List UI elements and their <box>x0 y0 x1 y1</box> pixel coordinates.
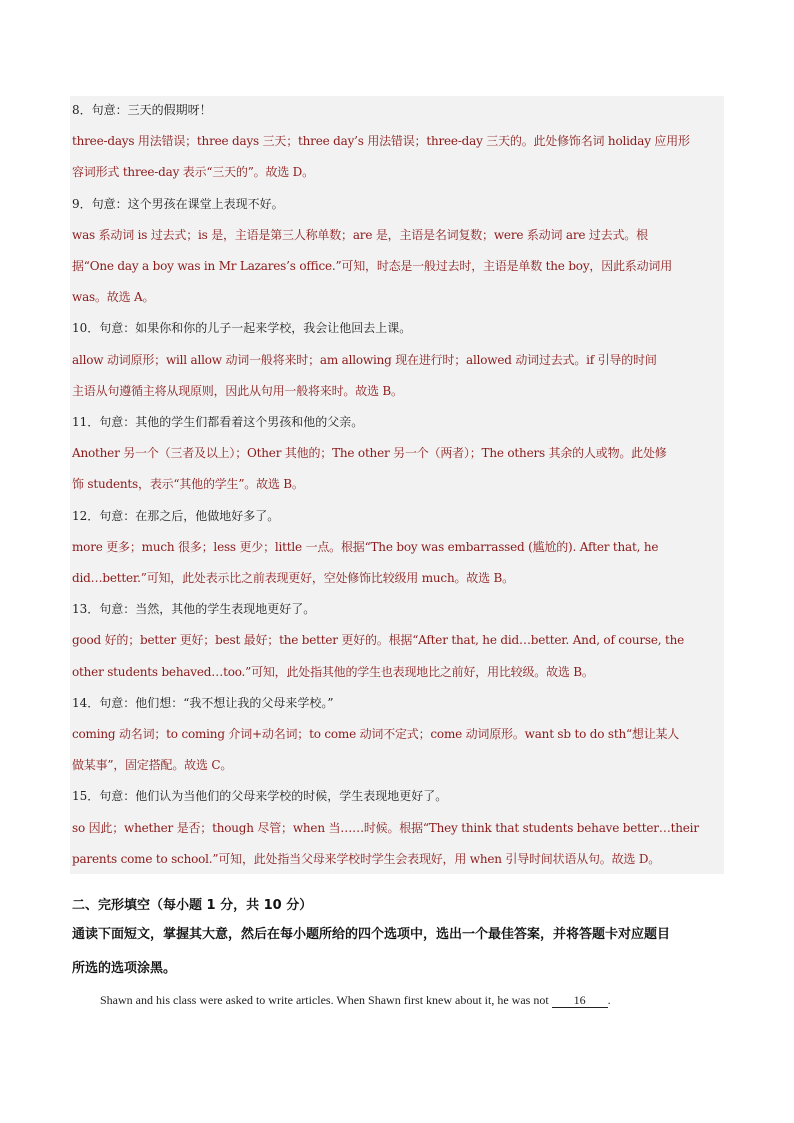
question-15-meaning: 15．句意：他们认为当他们的父母来学校的时候，学生表现地更好了。 <box>72 789 448 804</box>
question-12-explanation-line: did…better.”可知，此处表示比之前表现更好，空处修饰比较级用 much。故选 B。 <box>72 571 514 585</box>
question-8-explanation-line: 容词形式 three-day 表示“三天的”。故选 D。 <box>72 165 314 180</box>
question-11-explanation-line: Another 另一个（三者及以上）；Other 其他的；The other 另一个（两者）；The others 其余的人或物。此处修 <box>72 446 667 461</box>
question-9-explanation-line: was 系动词 is 过去式；is 是，主语是第三人称单数；are 是，主语是名词复数；were 系动词 are 过去式。根 <box>72 227 648 242</box>
passage-end: . <box>607 993 611 1007</box>
question-15-explanation-line: so 因此；whether 是否；though 尽管；when 当……时候。根据“They think that students behave better…their <box>72 820 699 835</box>
section-instruction-line-2: 所选的选项涂黑。 <box>72 961 177 976</box>
question-14-explanation-line: 做某事”，固定搭配。故选 C。 <box>72 758 233 773</box>
passage-text: Shawn and his class were asked to write articles. When Shawn first knew about it, he was not <box>100 993 549 1007</box>
question-10-explanation-line: 主语从句遵循主将从现原则，因此从句用一般将来时。故选 B。 <box>72 383 403 398</box>
question-13-meaning: 13．句意：当然，其他的学生表现地更好了。 <box>72 602 316 617</box>
question-11-meaning: 11．句意：其他的学生们都看着这个男孩和他的父亲。 <box>72 415 364 429</box>
question-9-meaning: 9．句意：这个男孩在课堂上表现不好。 <box>72 196 284 211</box>
question-14-explanation-line: coming 动名词；to coming 介词+动名词；to come 动词不定式；come 动词原形。want sb to do sth“想让某人 <box>72 727 680 741</box>
blank-16: 16 <box>552 993 608 1008</box>
question-9-explanation-line: was。故选 A。 <box>72 290 155 305</box>
question-12-explanation-line: more 更多；much 很多；less 更少；little 一点。根据“The boy was embarrassed (尴尬的). After that, he <box>72 539 659 554</box>
question-12-meaning: 12．句意：在那之后，他做地好多了。 <box>72 508 280 523</box>
question-8-meaning: 8．句意：三天的假期呀！ <box>72 103 212 117</box>
passage-line <box>100 990 724 1010</box>
question-15-explanation-line: parents come to school.”可知，此处指当父母来学校时学生会表现好，用 when 引导时间状语从句。故选 D。 <box>72 851 661 866</box>
question-10-explanation-line: allow 动词原形；will allow 动词一般将来时；am allowing 现在进行时；allowed 动词过去式。if 引导的时间 <box>72 352 657 367</box>
question-8-explanation-line: three-days 用法错误；three days 三天；three day’s 用法错误；three-day 三天的。此处修饰名词 holiday 应用形 <box>72 134 690 149</box>
section-instruction-line-1: 通读下面短文，掌握其大意，然后在每小题所给的四个选项中，选出一个最佳答案，并将答题卡对应题目 <box>72 927 671 942</box>
question-14-meaning: 14．句意：他们想：“我不想让我的父母来学校。” <box>72 695 334 710</box>
question-11-explanation-line: 饰 students，表示“其他的学生”。故选 B。 <box>72 477 304 492</box>
section-title: 二、完形填空（每小题 1 分，共 10 分） <box>72 898 313 913</box>
question-9-explanation-line: 据“One day a boy was in Mr Lazares’s office.”可知，时态是一般过去时，主语是单数 the boy，因此系动词用 <box>72 259 673 273</box>
question-13-explanation-line: other students behaved…too.”可知，此处指其他的学生也表现地比之前好，用比较级。故选 B。 <box>72 664 594 679</box>
question-10-meaning: 10．句意：如果你和你的儿子一起来学校，我会让他回去上课。 <box>72 321 412 336</box>
question-13-explanation-line: good 好的；better 更好；best 最好；the better 更好的。根据“After that, he did…better. And, of course, the <box>72 633 685 648</box>
